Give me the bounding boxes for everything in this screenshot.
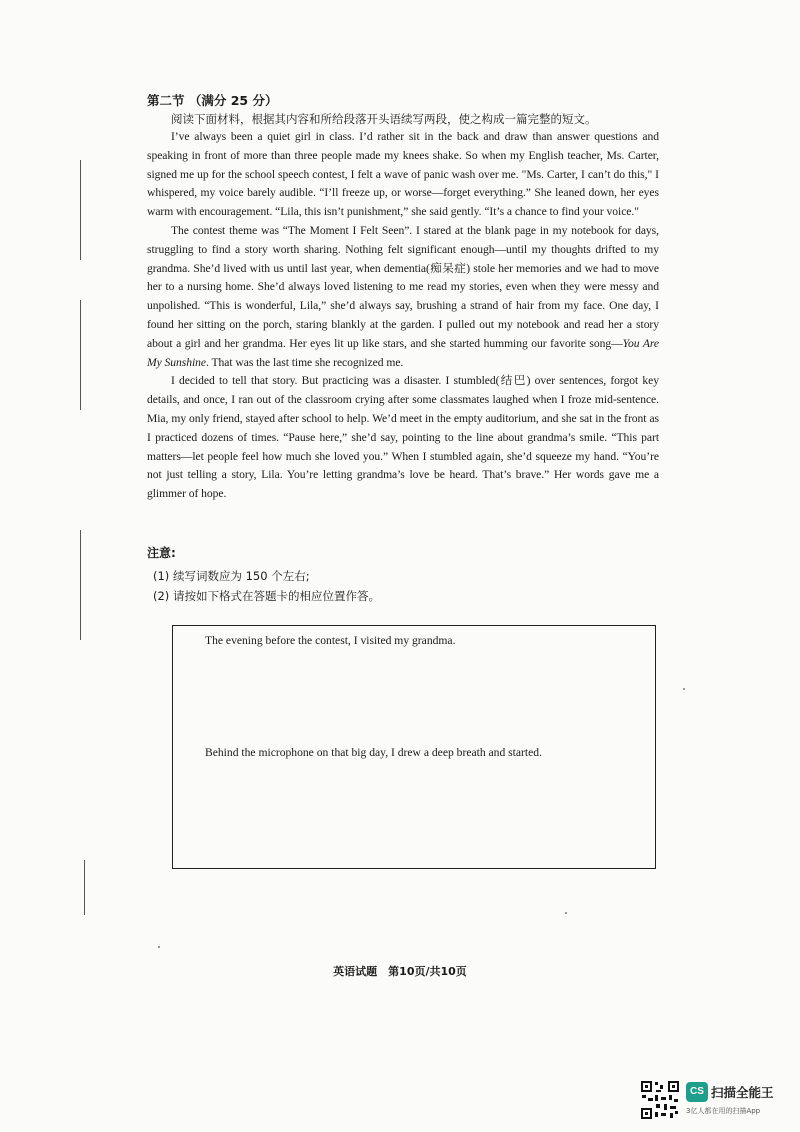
brand-name: 扫描全能王 bbox=[711, 1085, 774, 1100]
margin-mark bbox=[80, 160, 81, 260]
page-footer: 英语试题 第10页/共10页 bbox=[333, 965, 467, 978]
scan-speck bbox=[565, 912, 567, 914]
section-title: 第二节 （满分 25 分） bbox=[147, 93, 278, 108]
margin-mark bbox=[80, 300, 81, 410]
note-item-format: (2) 请按如下格式在答题卡的相应位置作答。 bbox=[153, 589, 380, 603]
note-item-word-count: (1) 续写词数应为 150 个左右; bbox=[153, 569, 310, 583]
song-title: You Are My Sunshine bbox=[147, 336, 659, 369]
scanner-watermark bbox=[640, 1080, 790, 1120]
cs-logo-icon: CS bbox=[686, 1082, 708, 1102]
paragraph-starter-1: The evening before the contest, I visited my grandma. bbox=[205, 634, 456, 647]
passage-area bbox=[147, 92, 659, 504]
notes-section bbox=[147, 544, 667, 606]
qr-code-icon bbox=[640, 1080, 680, 1120]
brand-tagline: 3亿人都在用的扫描App bbox=[686, 1107, 761, 1115]
paragraph-1: I’ve always been a quiet girl in class. I’d rather sit in the back and draw than answer questions and speaking in front of more than three people made my knees shake. So when my English teacher, Ms. Carter, signed me up for the school speech contest, I felt a wave of panic wash over me. "Ms. Carter, I can’t do this," I whispered, my voice barely audible. “I’ll freeze up, or worse—forget everything.” She leaned down, her eyes warm with encouragement. “Lila, this isn’t punishment,” she said gently. “It’s a chance to find your voice." bbox=[147, 130, 659, 219]
paragraph-2-tail: . That was the last time she recognized me. bbox=[206, 355, 404, 369]
scan-speck bbox=[158, 946, 160, 948]
margin-mark bbox=[80, 530, 81, 640]
answer-box bbox=[172, 625, 656, 869]
task-instruction: 阅读下面材料，根据其内容和所给段落开头语续写两段，使之构成一篇完整的短文。 bbox=[171, 112, 597, 126]
margin-mark bbox=[84, 860, 85, 915]
notes-heading: 注意: bbox=[147, 546, 176, 560]
paragraph-2-text: The contest theme was “The Moment I Felt Seen”. I stared at the blank page in my notebook for days, struggling to find a story worth sharing. Nothing felt significant enough—until my thoughts drifted to my grandma. She’d lived with us until last year, when dementia(痴呆症) stole her memories and we had to move her to a nursing home. She’d always loved listening to me read my stories, even when they were messy and unpolished. “This is wonderful, Lila,” she’d always say, brushing a strand of hair from my face. One day, I found her sitting on the porch, staring blankly at the garden. I pulled out my notebook and read her a story about a girl and her grandma. Her eyes lit up like stars, and she started humming our favorite song— bbox=[147, 223, 659, 350]
paragraph-3: I decided to tell that story. But practicing was a disaster. I stumbled(结巴) over sentences, forgot key details, and once, I ran out of the classroom crying after some classmates laughed when I froze mid-sentence. Mia, my only friend, stayed after school to help. We’d meet in the empty auditorium, and she sat in the front as I practiced dozens of times. “Pause here,” she’d say, pointing to the line about grandma’s smile. “This part matters—let people feel how much she loved you.” When I stumbled again, she’d squeeze my hand. “You’re not just telling a story, Lila. You’re letting grandma’s love be heard. That’s brave.” Her words gave me a glimmer of hope. bbox=[147, 374, 659, 501]
paragraph-2 bbox=[147, 222, 659, 372]
paragraph-starter-2: Behind the microphone on that big day, I drew a deep breath and started. bbox=[205, 746, 542, 759]
scan-speck bbox=[683, 688, 685, 690]
